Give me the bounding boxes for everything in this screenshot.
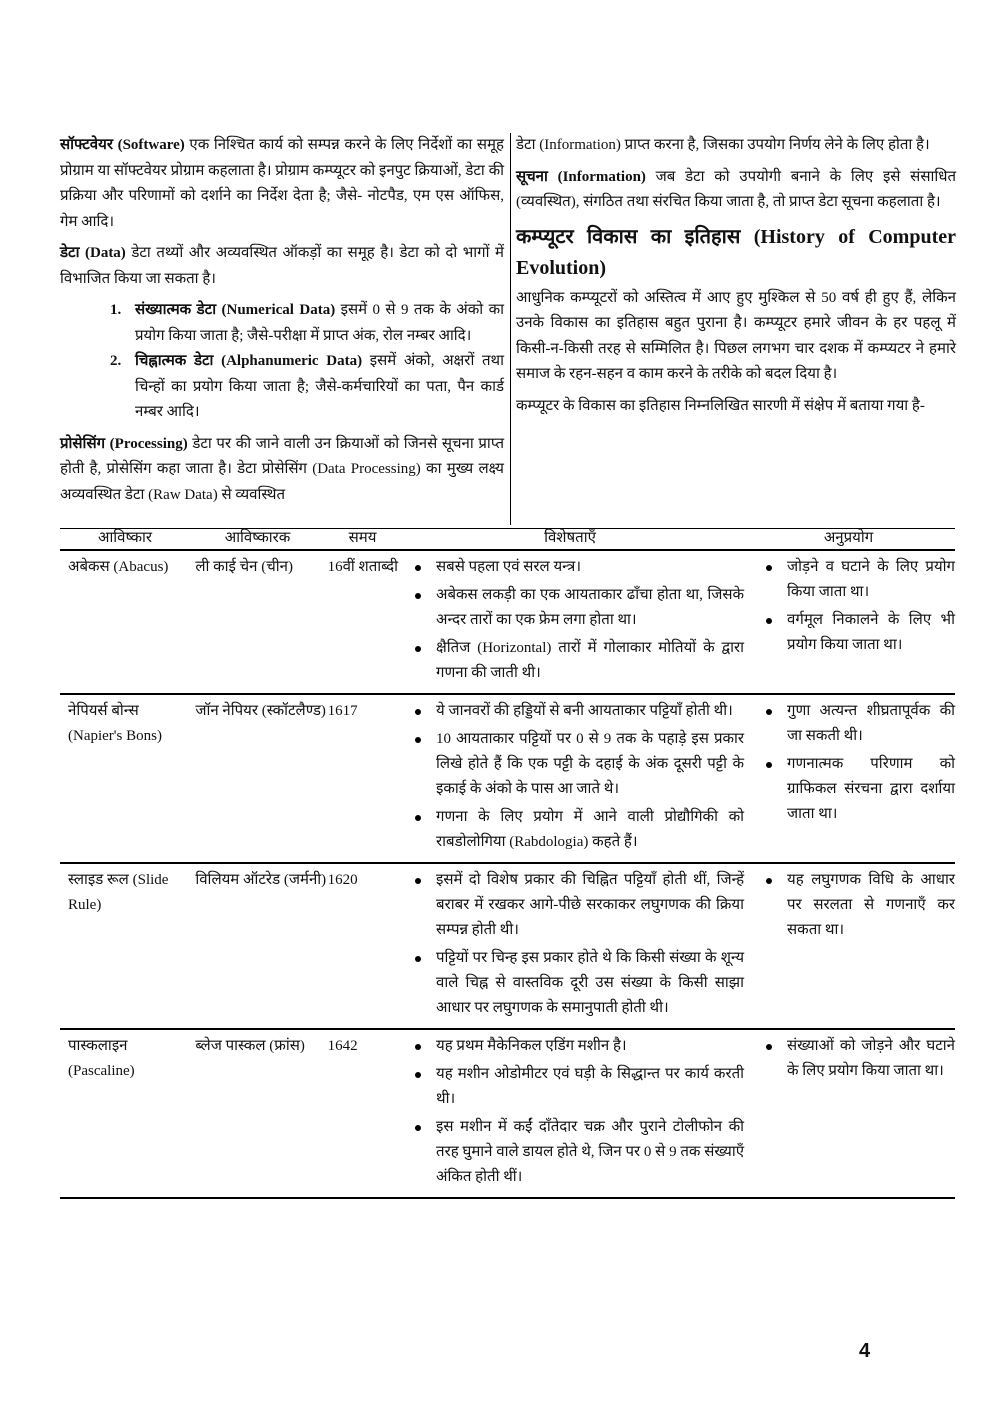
processing-term: प्रोसेसिंग (Processing) — [60, 435, 188, 452]
history-table — [60, 528, 955, 1199]
applications-list — [762, 555, 955, 658]
list-item-text: इसमें 0 से 9 तक के अंको का प्रयोग किया जाता है; जैसे-परीक्षा में प्राप्त अंक, रोल नम्बर आदि। — [135, 302, 504, 344]
application-item: जोड़ने व घटाने के लिए प्रयोग किया जाता था। — [762, 555, 955, 605]
software-text: एक निश्चित कार्य को सम्पन्न करने के लिए निर्देशों का समूह प्रोग्राम या सॉफ्टवेयर प्रोग्राम कहलाता है। प्रोग्राम कम्प्यूटर को इनपुट क्रियाओं, डेटा की प्रक्रिया और परिणामों को दर्शाने का निर्देश देता है; जैसे- नोटपैड, एम एस ऑफिस, गेम आदि। — [60, 137, 504, 230]
time-cell: 1620 — [327, 872, 358, 888]
section-heading: कम्प्यूटर विकास का इतिहास (History of Computer Evolution) — [516, 225, 956, 279]
data-paragraph — [60, 241, 504, 292]
application-item: संख्याओं को जोड़ने और घटाने के लिए प्रयोग किया जाता था। — [762, 1034, 955, 1084]
table-row — [60, 864, 955, 1030]
applications-cell — [754, 699, 955, 858]
features-cell — [401, 555, 754, 689]
time-cell: 16वीं शताब्दी — [327, 559, 399, 575]
applications-list — [762, 868, 955, 943]
list-item — [125, 349, 504, 426]
processing-text: डेटा पर की जाने वाली उन क्रियाओं को जिनसे सूचना प्राप्त होती है, प्रोसेसिंग कहा जाता है। डेटा प्रोसेसिंग (Data Processing) का मुख्य लक्ष्य अव्यवस्थित डेटा (Raw Data) से व्यवस्थित — [60, 435, 504, 503]
feature-item: इसमें दो विशेष प्रकार की चिह्नित पट्टियाँ होती थीं, जिन्हें बराबर में रखकर आगे-पीछे सरकाकर लघुगणक की क्रिया सम्पन्न होती थी। — [411, 868, 744, 943]
features-list — [411, 868, 744, 1021]
inventor-cell: ली काई चेन (चीन) — [195, 559, 293, 575]
data-text: डेटा तथ्यों और अव्यवस्थित ऑकड़ों का समूह है। डेटा को दो भागों में विभाजित किया जा सकता है। — [60, 245, 504, 287]
application-item: वर्गमूल निकालने के लिए भी प्रयोग किया जाता था। — [762, 608, 955, 658]
time-cell: 1642 — [327, 1038, 358, 1054]
header-inventor: आविष्कारक — [224, 530, 291, 546]
feature-item: गणना के लिए प्रयोग में आने वाली प्रोद्यौगिकी को राबडोलोगिया (Rabdologia) कहते हैं। — [411, 805, 744, 855]
information-text: जब डेटा को उपयोगी बनाने के लिए इसे संसाधित (व्यवस्थित), संगठित तथा संरचित किया जाता है, तो प्राप्त डेटा सूचना कहलाता है। — [516, 168, 957, 210]
applications-list — [762, 699, 955, 827]
software-paragraph — [60, 133, 504, 235]
continuation-paragraph: डेटा (Information) प्राप्त करना है, जिसका उपयोग निर्णय लेने के लिए होता है। — [516, 137, 930, 153]
feature-item: यह प्रथम मैकेनिकल एडिंग मशीन है। — [411, 1034, 744, 1059]
data-types-list — [60, 298, 504, 426]
features-list — [411, 699, 744, 855]
application-item: गुणा अत्यन्त शीघ्रतापूर्वक की जा सकती थी। — [762, 699, 955, 749]
right-column — [516, 133, 956, 425]
feature-item: सबसे पहला एवं सरल यन्त्र। — [411, 555, 744, 580]
column-divider — [510, 133, 511, 525]
application-item: यह लघुगणक विधि के आधार पर सरलता से गणनाएँ कर सकता था। — [762, 868, 955, 943]
software-term: सॉफ्टवेयर (Software) — [60, 137, 185, 153]
intro-paragraph: आधुनिक कम्प्यूटरों को अस्तित्व में आए हुए मुश्किल से 50 वर्ष ही हुए हैं, लेकिन उनके विकास का इतिहास बहुत पुराना है। कम्प्यूटर हमारे जीवन के हर पहलू में किसी-न-किसी तरह से सम्मिलित है। पिछल लगभग चार दशक में कम्प्यटर ने हमारे समाज के रहन-सहन व काम करने के तरीके को बदल दिया है। — [516, 289, 956, 382]
invention-cell: नेपियर्स बोन्स (Napier's Bons) — [68, 703, 162, 744]
information-term: सूचना (Information) — [516, 168, 646, 185]
feature-item: अबेकस लकड़ी का एक आयताकार ढाँचा होता था, जिसके अन्दर तारों का एक फ्रेम लगा होता था। — [411, 583, 744, 633]
features-list — [411, 1034, 744, 1190]
list-item-term: संख्यात्मक डेटा (Numerical Data) — [135, 302, 336, 318]
application-item: गणनात्मक परिणाम को ग्राफिकल संरचना द्वारा दर्शाया जाता था। — [762, 752, 955, 827]
features-list — [411, 555, 744, 686]
inventor-cell: ब्लेज पास्कल (फ्रांस) — [195, 1038, 305, 1054]
data-term: डेटा (Data) — [60, 245, 126, 261]
feature-item: यह मशीन ओडोमीटर एवं घड़ी के सिद्धान्त पर कार्य करती थी। — [411, 1062, 744, 1112]
header-applications: अनुप्रयोग — [823, 530, 874, 546]
table-header-row — [60, 529, 955, 551]
feature-item: इस मशीन में कईं दाँतेदार चक्र और पुराने टोलीफोन की तरह घुमाने वाले डायल होते थे, जिन पर 0 से 9 तक संख्याएँ अंकित होती थीं। — [411, 1115, 744, 1190]
table-row — [60, 551, 955, 695]
invention-cell: स्लाइड रूल (Slide Rule) — [68, 872, 169, 913]
inventor-cell: विलियम ऑटरेड (जर्मनी) — [195, 872, 327, 888]
applications-cell — [754, 555, 955, 689]
features-cell — [401, 1034, 754, 1193]
applications-cell — [754, 868, 955, 1024]
features-cell — [401, 699, 754, 858]
invention-cell: पास्कलाइन (Pascaline) — [68, 1038, 135, 1079]
applications-cell — [754, 1034, 955, 1193]
invention-cell: अबेकस (Abacus) — [68, 559, 169, 575]
list-item-text: इसमें अंको, अक्षरों तथा चिन्हों का प्रयोग किया जाता है; जैसे-कर्मचारियों का पता, पैन कार्ड नम्बर आदि। — [135, 353, 504, 420]
feature-item: पट्टियों पर चिन्ह इस प्रकार होते थे कि किसी संख्या के शून्य वाले चिह्न से वास्तविक दूरी उस संख्या के किसी साझा आधार पर लघुगणक के समानुपाती होती थी। — [411, 946, 744, 1021]
page-number: 4 — [859, 1340, 871, 1362]
inventor-cell: जॉन नेपियर (स्कॉटलैण्ड) — [195, 703, 326, 719]
table-row — [60, 695, 955, 864]
time-cell: 1617 — [327, 703, 358, 719]
left-column — [60, 133, 504, 514]
header-invention: आविष्कार — [97, 530, 153, 546]
table-row — [60, 1030, 955, 1199]
table-intro-paragraph: कम्प्यूटर के विकास का इतिहास निम्नलिखित सारणी में संक्षेप में बताया गया है- — [516, 397, 925, 414]
list-item — [125, 298, 504, 349]
features-cell — [401, 868, 754, 1024]
feature-item: 10 आयताकार पट्टियों पर 0 से 9 तक के पहाड़े इस प्रकार लिखे होते हैं कि एक पट्टी के दहाई के अंक दूसरी पट्टी के इकाई के अंको के पास आ जाते थे। — [411, 727, 744, 802]
list-item-term: चिह्नात्मक डेटा (Alphanumeric Data) — [135, 353, 363, 369]
information-paragraph — [516, 165, 956, 216]
processing-paragraph — [60, 432, 504, 509]
feature-item: क्षैतिज (Horizontal) तारों में गोलाकार मोतियों के द्वारा गणना की जाती थी। — [411, 636, 744, 686]
header-features: विशेषताएँ — [544, 530, 596, 546]
feature-item: ये जानवरों की हड्डियों से बनी आयताकार पट्टियाँ होती थी। — [411, 699, 744, 724]
applications-list — [762, 1034, 955, 1084]
header-time: समय — [348, 530, 377, 546]
